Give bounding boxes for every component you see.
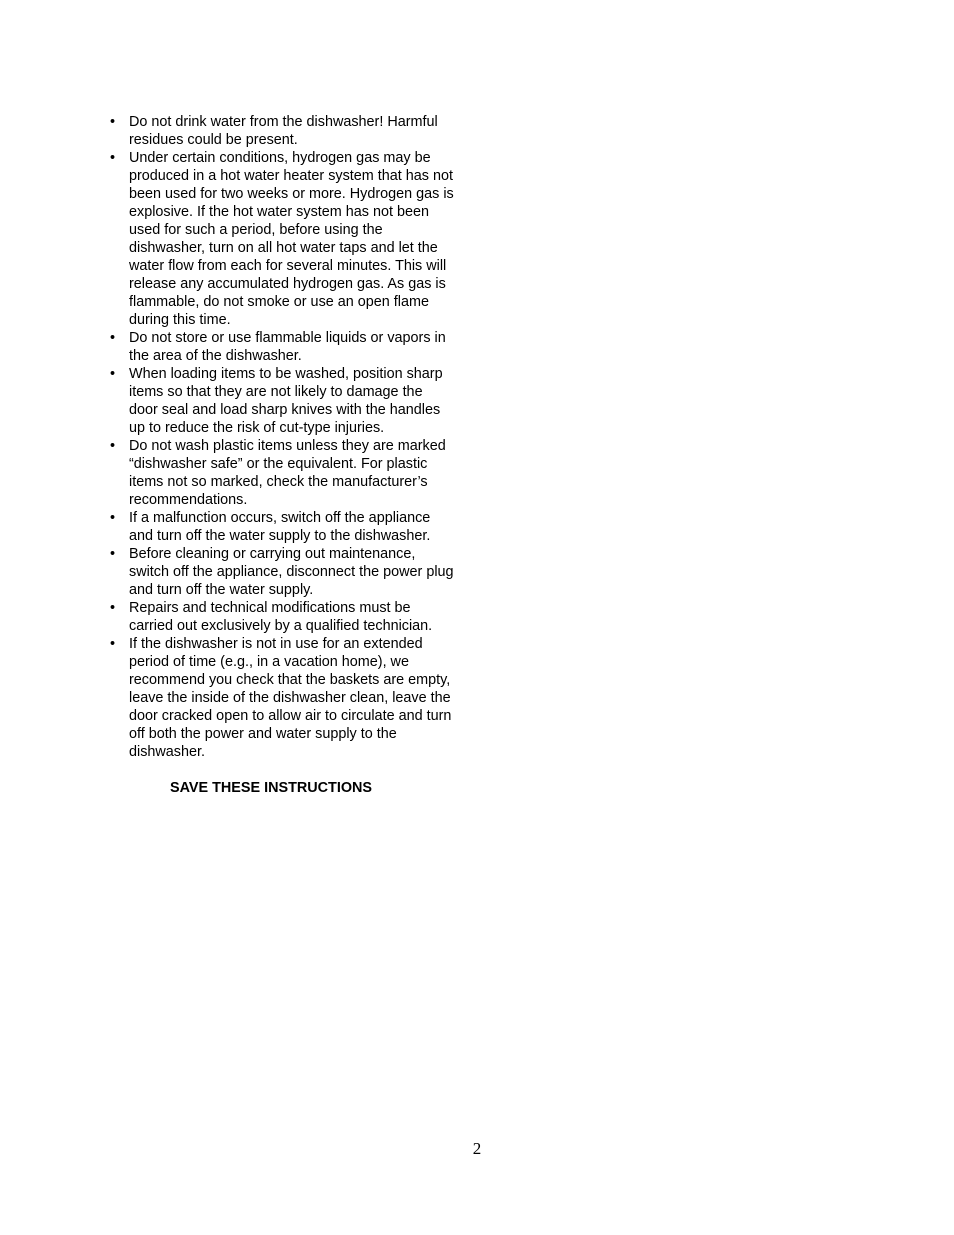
safety-instructions-column <box>110 113 455 797</box>
list-item <box>110 545 455 599</box>
list-item <box>110 509 455 545</box>
list-item-text: Under certain conditions, hydrogen gas may be produced in a hot water heater system that has not been used for two weeks or more. Hydrogen gas is explosive. If the hot water system has not been used for such a period, before using the dishwasher, turn on all hot water taps and let the water flow from each for several minutes. This will release any accumulated hydrogen gas. As gas is flammable, do not smoke or use an open flame during this time. <box>129 150 454 328</box>
list-item <box>110 113 455 149</box>
save-instructions-heading: SAVE THESE INSTRUCTIONS <box>170 780 373 796</box>
bullet-icon: • <box>110 330 116 346</box>
list-item <box>110 437 455 509</box>
list-item <box>110 635 455 761</box>
bullet-icon: • <box>110 546 116 562</box>
list-item <box>110 365 455 437</box>
list-item-text: Before cleaning or carrying out maintenance, switch off the appliance, disconnect the power plug and turn off the water supply. <box>129 546 454 598</box>
bullet-icon: • <box>110 600 116 616</box>
list-item <box>110 149 455 329</box>
list-item-text: When loading items to be washed, position sharp items so that they are not likely to damage the door seal and load sharp knives with the handles up to reduce the risk of cut-type injuries. <box>129 366 443 436</box>
bullet-icon: • <box>110 510 116 526</box>
list-item <box>110 329 455 365</box>
bullet-icon: • <box>110 366 116 382</box>
list-item <box>110 599 455 635</box>
list-item-text: Do not wash plastic items unless they are marked “dishwasher safe” or the equivalent. For plastic items not so marked, check the manufacturer’s recommendations. <box>129 438 446 508</box>
bullet-icon: • <box>110 150 116 166</box>
list-item-text: If the dishwasher is not in use for an extended period of time (e.g., in a vacation home), we recommend you check that the baskets are empty, leave the inside of the dishwasher clean, leave the door cracked open to allow air to circulate and turn off both the power and water supply to the dishwasher. <box>129 636 452 760</box>
bullet-icon: • <box>110 438 116 454</box>
page-number: 2 <box>472 1139 482 1158</box>
bullet-icon: • <box>110 114 116 130</box>
list-item-text: Do not store or use flammable liquids or vapors in the area of the dishwasher. <box>129 330 446 364</box>
list-item-text: Repairs and technical modifications must be carried out exclusively by a qualified technician. <box>129 600 433 634</box>
bullet-icon: • <box>110 636 116 652</box>
list-item-text: If a malfunction occurs, switch off the appliance and turn off the water supply to the dishwasher. <box>129 510 431 544</box>
list-item-text: Do not drink water from the dishwasher! Harmful residues could be present. <box>129 114 438 148</box>
safety-bullet-list <box>110 113 455 761</box>
